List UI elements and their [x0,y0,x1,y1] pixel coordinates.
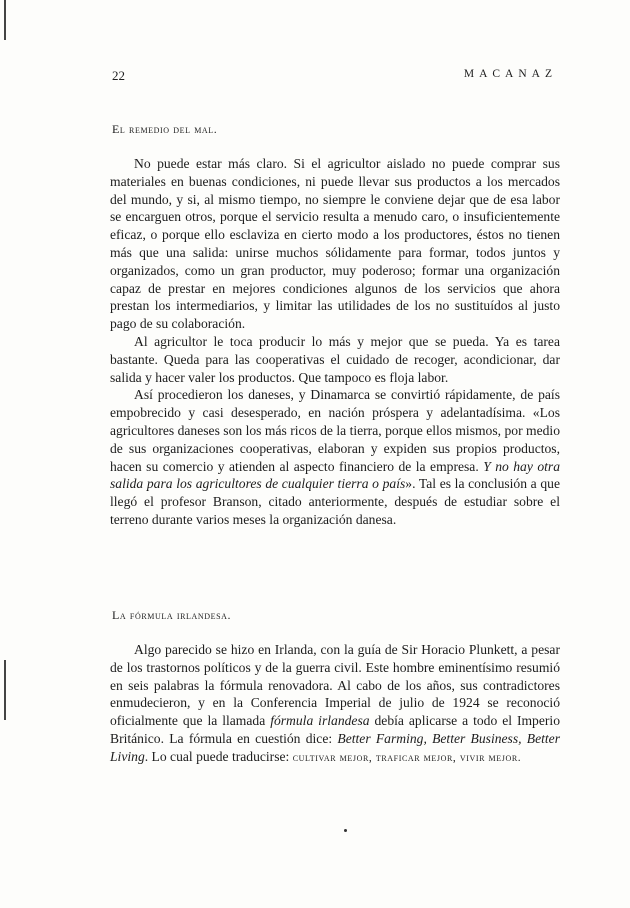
binding-mark-bottom [4,660,6,720]
ink-speck [344,829,347,832]
paragraph [110,641,560,768]
section-body-formula [110,641,560,768]
page-header [112,68,557,86]
italic-term: fórmula irlandesa [270,713,370,729]
italic-motto: Better Farming, Better Business, Better Living [110,730,560,764]
paragraph-text: . Lo cual puede traducirse: [144,748,293,764]
italic-quote: Y no hay otra salida para los agricultores de cualquier tierra o país [110,458,561,492]
paragraph: Al agricultor le toca producir lo más y mejor que se pueda. Ya es tarea bastante. Queda para las cooperativas el cuidado de recoger, acondicionar, dar salida y hacer valer los productos. Que tampoco es floja labor. [110,333,560,385]
paragraph: No puede estar más claro. Si el agricultor aislado no puede comprar sus materiales en buenas condiciones, ni puede llevar sus productos a los mercados del mundo, y si, al mismo tiempo, no siempre le conviene dejar que de esa labor se encarguen otros, porque el servicio resulta a menudo caro, o insuficientemente eficaz, o porque ello esclaviza en cierto modo a los productores, éstos no tienen más que una salida: unirse muchos sólidamente para formar, todos juntos y organizados, como un gran productor, muy poderoso; formar una organización capaz de prestar en mejores condiciones algunos de los servicios que ahora prestan los intermediarios, y limitar las utilidades de los no sustituídos al justo pago de su colaboración. [110,156,560,332]
section-heading-formula: La fórmula irlandesa. [112,608,232,622]
running-title: MACANAZ [463,68,557,80]
paragraph [110,386,560,528]
small-caps-translation: cultivar mejor, traficar mejor, vivir mejor. [292,751,522,764]
paragraph-text: Algo parecido se hizo en Irlanda, con la guía de Sir Horacio Plunkett, a pesar de los trastornos políticos y de la guerra civil. Este hombre eminentísimo resumió en seis palabras la fórmula renovadora. Al cabo de los años, sus contradictores enmudecieron, y en la Conferencia Imperial de julio de 1924 se reconoció oficialmente que la llamada [110,642,560,729]
section-heading-remedio: El remedio del mal. [112,122,218,136]
paragraph-text: Así procedieron los daneses, y Dinamarca se convirtió rápidamente, de país empobrecido y casi desesperado, en nación próspera y adelantadísima. «Los agricultores daneses son los más ricos de la tierra, porque ellos mismos, por medio de sus organizaciones cooperativas, elaboran y expiden sus propios productos, hacen su comercio y atienden al aspecto financiero de la empresa. [110,387,560,474]
paragraph-text: debía aplicarse a todo el Imperio Británico. La fórmula en cuestión dice: [110,713,560,746]
section-body-remedio [110,155,560,529]
paragraph-text: ». Tal es la conclusión a que llegó el profesor Branson, citado anteriormente, después de estudiar sobre el terreno durante varios meses la organización danesa. [110,476,560,527]
binding-mark-top [4,0,6,40]
page-number: 22 [112,68,125,83]
